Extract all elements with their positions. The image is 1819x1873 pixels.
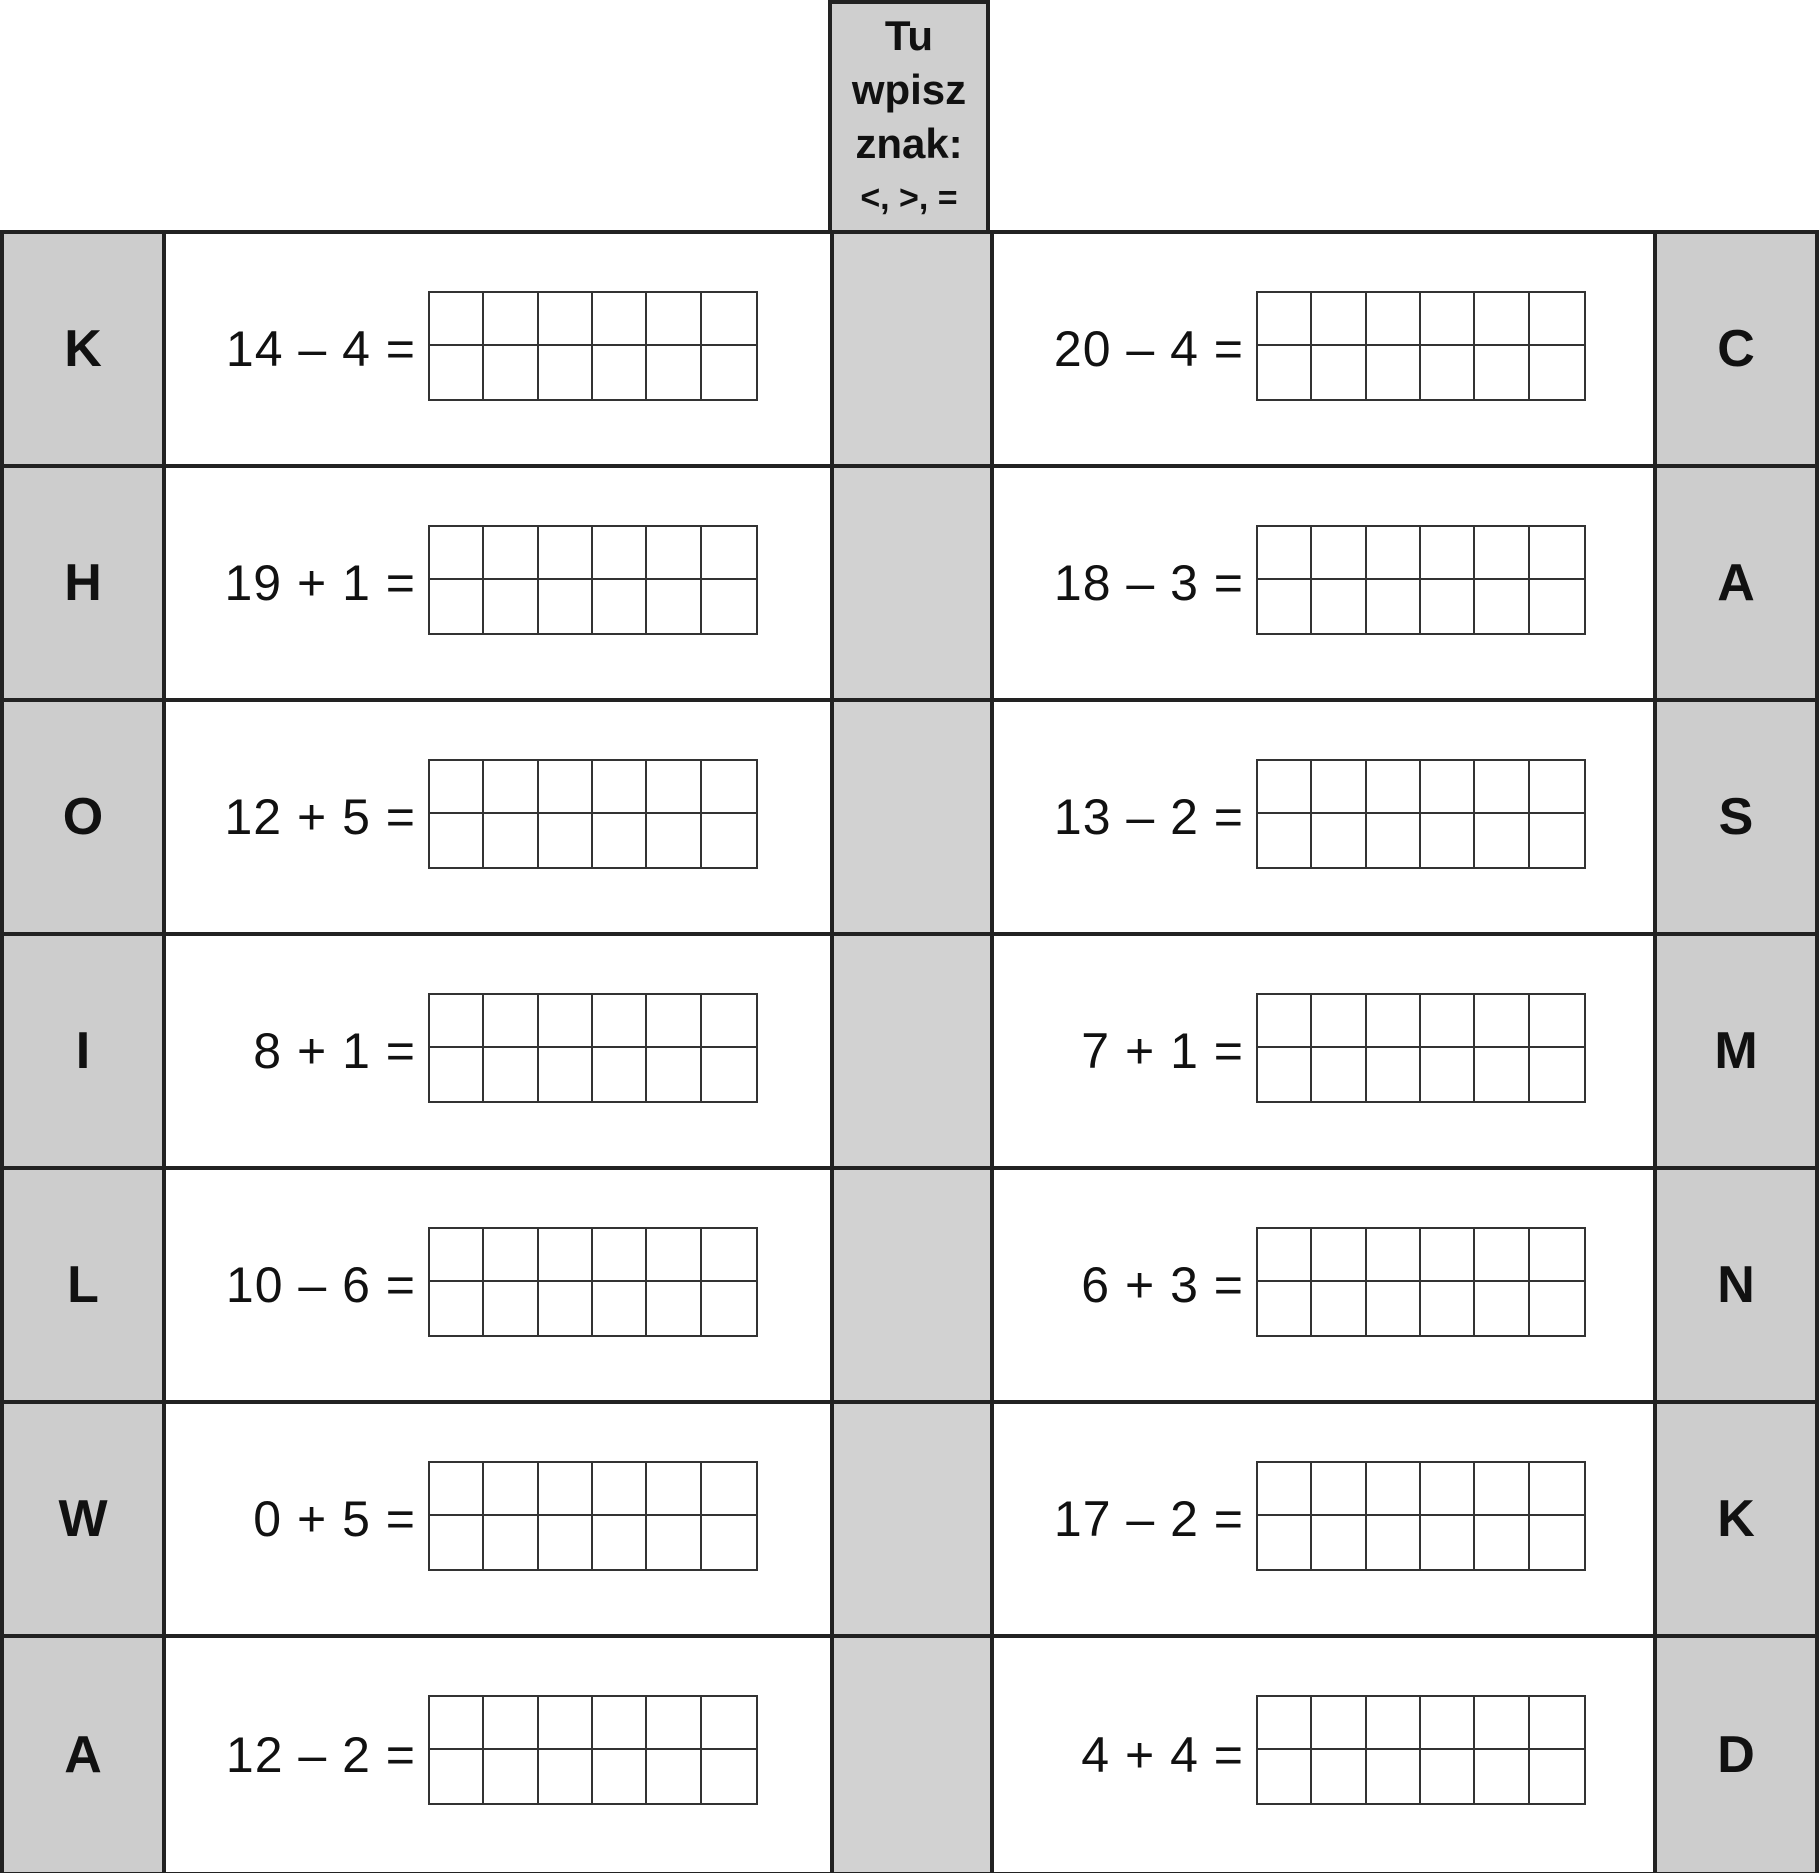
- grid-cell[interactable]: [647, 1048, 701, 1101]
- grid-cell[interactable]: [647, 1282, 701, 1335]
- right-expression: 18 – 3 =: [1053, 555, 1244, 611]
- grid-cell[interactable]: [702, 527, 756, 580]
- grid-cell[interactable]: [430, 1282, 484, 1335]
- grid-cell[interactable]: [1312, 1697, 1366, 1750]
- grid-cell[interactable]: [539, 1697, 593, 1750]
- grid-cell[interactable]: [1421, 1463, 1475, 1516]
- answer-grid[interactable]: [1256, 1461, 1586, 1571]
- answer-grid[interactable]: [428, 525, 758, 635]
- grid-cell[interactable]: [1475, 1697, 1529, 1750]
- grid-cell[interactable]: [1367, 1282, 1421, 1335]
- grid-cell[interactable]: [430, 814, 484, 867]
- right-expression: 20 – 4 =: [1053, 321, 1244, 377]
- right-equation: [994, 234, 1653, 464]
- answer-grid[interactable]: [428, 759, 758, 869]
- grid-cell[interactable]: [1530, 1463, 1584, 1516]
- grid-cell[interactable]: [647, 1750, 701, 1803]
- grid-cell[interactable]: [539, 1750, 593, 1803]
- grid-cell[interactable]: [593, 1697, 647, 1750]
- grid-cell[interactable]: [1367, 580, 1421, 633]
- grid-cell[interactable]: [647, 814, 701, 867]
- left-equation: [166, 468, 830, 698]
- grid-cell[interactable]: [593, 1229, 647, 1282]
- grid-cell[interactable]: [1421, 1516, 1475, 1569]
- answer-grid[interactable]: [1256, 525, 1586, 635]
- grid-cell[interactable]: [484, 580, 538, 633]
- table-row: [4, 1638, 1815, 1872]
- left-letter: H: [4, 468, 166, 698]
- grid-cell[interactable]: [593, 293, 647, 346]
- grid-cell[interactable]: [430, 761, 484, 814]
- left-equation: [166, 702, 830, 932]
- grid-cell[interactable]: [1312, 1282, 1366, 1335]
- grid-cell[interactable]: [1312, 1048, 1366, 1101]
- grid-cell[interactable]: [539, 527, 593, 580]
- grid-cell[interactable]: [484, 1750, 538, 1803]
- grid-cell[interactable]: [1475, 1048, 1529, 1101]
- grid-cell[interactable]: [484, 761, 538, 814]
- grid-cell[interactable]: [1367, 1463, 1421, 1516]
- grid-cell[interactable]: [484, 293, 538, 346]
- right-expression: 6 + 3 =: [1081, 1257, 1244, 1313]
- grid-cell[interactable]: [539, 1282, 593, 1335]
- grid-cell[interactable]: [1530, 346, 1584, 399]
- grid-cell[interactable]: [484, 1229, 538, 1282]
- grid-cell[interactable]: [1421, 1229, 1475, 1282]
- grid-cell[interactable]: [1312, 1463, 1366, 1516]
- answer-grid[interactable]: [428, 993, 758, 1103]
- grid-cell[interactable]: [1475, 1516, 1529, 1569]
- left-letter: A: [4, 1638, 166, 1872]
- grid-cell[interactable]: [1475, 293, 1529, 346]
- left-expression: 12 + 5 =: [224, 789, 416, 845]
- grid-cell[interactable]: [647, 1516, 701, 1569]
- grid-cell[interactable]: [484, 1048, 538, 1101]
- grid-cell[interactable]: [647, 527, 701, 580]
- grid-cell[interactable]: [430, 580, 484, 633]
- grid-cell[interactable]: [702, 761, 756, 814]
- grid-cell[interactable]: [593, 1282, 647, 1335]
- grid-cell[interactable]: [1258, 995, 1312, 1048]
- grid-cell[interactable]: [593, 995, 647, 1048]
- grid-cell[interactable]: [1475, 1750, 1529, 1803]
- sign-answer-cell[interactable]: [830, 1638, 994, 1872]
- answer-grid[interactable]: [1256, 759, 1586, 869]
- grid-cell[interactable]: [484, 1516, 538, 1569]
- grid-cell[interactable]: [1312, 761, 1366, 814]
- grid-cell[interactable]: [1421, 1750, 1475, 1803]
- grid-cell[interactable]: [593, 1516, 647, 1569]
- grid-cell[interactable]: [647, 580, 701, 633]
- grid-cell[interactable]: [1475, 1282, 1529, 1335]
- grid-cell[interactable]: [1421, 527, 1475, 580]
- grid-cell[interactable]: [539, 1229, 593, 1282]
- grid-cell[interactable]: [1530, 814, 1584, 867]
- right-letter: K: [1653, 1404, 1815, 1634]
- left-letter: O: [4, 702, 166, 932]
- grid-cell[interactable]: [539, 1048, 593, 1101]
- sign-column-header: [828, 0, 990, 230]
- grid-cell[interactable]: [1312, 527, 1366, 580]
- sign-answer-cell[interactable]: [830, 702, 994, 932]
- grid-cell[interactable]: [1367, 995, 1421, 1048]
- left-equation: [166, 234, 830, 464]
- grid-cell[interactable]: [484, 814, 538, 867]
- grid-cell[interactable]: [1367, 1516, 1421, 1569]
- grid-cell[interactable]: [1421, 1282, 1475, 1335]
- grid-cell[interactable]: [702, 1697, 756, 1750]
- grid-cell[interactable]: [430, 1750, 484, 1803]
- grid-cell[interactable]: [539, 580, 593, 633]
- left-expression: 14 – 4 =: [225, 321, 416, 377]
- grid-cell[interactable]: [539, 814, 593, 867]
- grid-cell[interactable]: [1312, 1229, 1366, 1282]
- grid-cell[interactable]: [1258, 1282, 1312, 1335]
- grid-cell[interactable]: [593, 580, 647, 633]
- grid-cell[interactable]: [1312, 346, 1366, 399]
- grid-cell[interactable]: [484, 1463, 538, 1516]
- grid-cell[interactable]: [1312, 814, 1366, 867]
- grid-cell[interactable]: [1258, 1697, 1312, 1750]
- grid-cell[interactable]: [1421, 580, 1475, 633]
- right-equation: [994, 936, 1653, 1166]
- table-row: [4, 1170, 1815, 1404]
- grid-cell[interactable]: [1475, 1463, 1529, 1516]
- header-line-2: wpisz: [851, 66, 967, 113]
- answer-grid[interactable]: [428, 291, 758, 401]
- header-signs: <, >, =: [860, 179, 958, 217]
- grid-cell[interactable]: [593, 814, 647, 867]
- grid-cell[interactable]: [593, 527, 647, 580]
- grid-cell[interactable]: [702, 1048, 756, 1101]
- grid-cell[interactable]: [430, 346, 484, 399]
- grid-cell[interactable]: [539, 761, 593, 814]
- grid-cell[interactable]: [1258, 1229, 1312, 1282]
- grid-cell[interactable]: [1312, 1516, 1366, 1569]
- grid-cell[interactable]: [539, 346, 593, 399]
- grid-cell[interactable]: [1258, 580, 1312, 633]
- grid-cell[interactable]: [1421, 293, 1475, 346]
- grid-cell[interactable]: [1312, 580, 1366, 633]
- grid-cell[interactable]: [1258, 293, 1312, 346]
- worksheet-table: [0, 230, 1819, 1873]
- grid-cell[interactable]: [702, 1463, 756, 1516]
- grid-cell[interactable]: [1367, 761, 1421, 814]
- grid-cell[interactable]: [430, 995, 484, 1048]
- left-expression: 10 – 6 =: [225, 1257, 416, 1313]
- grid-cell[interactable]: [1258, 346, 1312, 399]
- grid-cell[interactable]: [1530, 1697, 1584, 1750]
- answer-grid[interactable]: [1256, 291, 1586, 401]
- grid-cell[interactable]: [1421, 761, 1475, 814]
- right-letter: A: [1653, 468, 1815, 698]
- right-equation: [994, 1170, 1653, 1400]
- table-row: [4, 468, 1815, 702]
- grid-cell[interactable]: [1475, 346, 1529, 399]
- grid-cell[interactable]: [1475, 527, 1529, 580]
- grid-cell[interactable]: [430, 1463, 484, 1516]
- grid-cell[interactable]: [1530, 1229, 1584, 1282]
- left-equation: [166, 1638, 830, 1872]
- grid-cell[interactable]: [593, 761, 647, 814]
- grid-cell[interactable]: [647, 293, 701, 346]
- right-letter: S: [1653, 702, 1815, 932]
- grid-cell[interactable]: [430, 1516, 484, 1569]
- grid-cell[interactable]: [484, 1697, 538, 1750]
- grid-cell[interactable]: [1258, 1516, 1312, 1569]
- right-expression: 4 + 4 =: [1081, 1727, 1244, 1783]
- grid-cell[interactable]: [1258, 814, 1312, 867]
- right-letter: N: [1653, 1170, 1815, 1400]
- sign-answer-cell[interactable]: [830, 1170, 994, 1400]
- grid-cell[interactable]: [1530, 1750, 1584, 1803]
- answer-grid[interactable]: [428, 1461, 758, 1571]
- grid-cell[interactable]: [1312, 293, 1366, 346]
- grid-cell[interactable]: [593, 1750, 647, 1803]
- grid-cell[interactable]: [484, 1282, 538, 1335]
- grid-cell[interactable]: [1312, 995, 1366, 1048]
- grid-cell[interactable]: [1530, 527, 1584, 580]
- left-expression: 0 + 5 =: [253, 1491, 416, 1547]
- table-row: [4, 702, 1815, 936]
- grid-cell[interactable]: [702, 995, 756, 1048]
- grid-cell[interactable]: [593, 1463, 647, 1516]
- grid-cell[interactable]: [484, 346, 538, 399]
- grid-cell[interactable]: [702, 1282, 756, 1335]
- table-row: [4, 234, 1815, 468]
- grid-cell[interactable]: [430, 1048, 484, 1101]
- grid-cell[interactable]: [647, 346, 701, 399]
- grid-cell[interactable]: [430, 527, 484, 580]
- table-row: [4, 1404, 1815, 1638]
- right-expression: 13 – 2 =: [1053, 789, 1244, 845]
- grid-cell[interactable]: [1530, 293, 1584, 346]
- grid-cell[interactable]: [1312, 1750, 1366, 1803]
- grid-cell[interactable]: [539, 1463, 593, 1516]
- grid-cell[interactable]: [702, 1229, 756, 1282]
- right-letter: D: [1653, 1638, 1815, 1872]
- grid-cell[interactable]: [1530, 995, 1584, 1048]
- grid-cell[interactable]: [702, 814, 756, 867]
- grid-cell[interactable]: [1367, 293, 1421, 346]
- grid-cell[interactable]: [1258, 1463, 1312, 1516]
- grid-cell[interactable]: [1367, 1697, 1421, 1750]
- answer-grid[interactable]: [1256, 1695, 1586, 1805]
- grid-cell[interactable]: [1530, 1282, 1584, 1335]
- left-expression: 12 – 2 =: [225, 1727, 416, 1783]
- grid-cell[interactable]: [1475, 1229, 1529, 1282]
- grid-cell[interactable]: [539, 1516, 593, 1569]
- left-equation: [166, 936, 830, 1166]
- left-equation: [166, 1170, 830, 1400]
- grid-cell[interactable]: [1475, 580, 1529, 633]
- grid-cell[interactable]: [593, 1048, 647, 1101]
- grid-cell[interactable]: [1367, 527, 1421, 580]
- grid-cell[interactable]: [1530, 1048, 1584, 1101]
- right-expression: 17 – 2 =: [1053, 1491, 1244, 1547]
- grid-cell[interactable]: [1367, 346, 1421, 399]
- grid-cell[interactable]: [539, 293, 593, 346]
- grid-cell[interactable]: [430, 1229, 484, 1282]
- answer-grid[interactable]: [1256, 1227, 1586, 1337]
- grid-cell[interactable]: [1475, 814, 1529, 867]
- grid-cell[interactable]: [1475, 995, 1529, 1048]
- left-letter: L: [4, 1170, 166, 1400]
- sign-answer-cell[interactable]: [830, 936, 994, 1166]
- grid-cell[interactable]: [647, 1697, 701, 1750]
- answer-grid[interactable]: [1256, 993, 1586, 1103]
- grid-cell[interactable]: [484, 995, 538, 1048]
- left-expression: 8 + 1 =: [253, 1023, 416, 1079]
- grid-cell[interactable]: [1421, 1048, 1475, 1101]
- left-equation: [166, 1404, 830, 1634]
- right-equation: [994, 1404, 1653, 1634]
- sign-answer-cell[interactable]: [830, 234, 994, 464]
- grid-cell[interactable]: [1258, 1750, 1312, 1803]
- grid-cell[interactable]: [1258, 1048, 1312, 1101]
- right-letter: C: [1653, 234, 1815, 464]
- grid-cell[interactable]: [702, 1750, 756, 1803]
- right-equation: [994, 702, 1653, 932]
- grid-cell[interactable]: [702, 580, 756, 633]
- left-letter: I: [4, 936, 166, 1166]
- table-row: [4, 936, 1815, 1170]
- right-letter: M: [1653, 936, 1815, 1166]
- answer-grid[interactable]: [428, 1695, 758, 1805]
- grid-cell[interactable]: [430, 293, 484, 346]
- grid-cell[interactable]: [702, 1516, 756, 1569]
- grid-cell[interactable]: [1530, 761, 1584, 814]
- grid-cell[interactable]: [593, 346, 647, 399]
- grid-cell[interactable]: [430, 1697, 484, 1750]
- header-line-3: znak:: [855, 120, 963, 167]
- grid-cell[interactable]: [1258, 761, 1312, 814]
- left-expression: 19 + 1 =: [224, 555, 416, 611]
- grid-cell[interactable]: [1421, 346, 1475, 399]
- grid-cell[interactable]: [1367, 1048, 1421, 1101]
- grid-cell[interactable]: [1258, 527, 1312, 580]
- grid-cell[interactable]: [539, 995, 593, 1048]
- grid-cell[interactable]: [1475, 761, 1529, 814]
- grid-cell[interactable]: [702, 346, 756, 399]
- grid-cell[interactable]: [1421, 995, 1475, 1048]
- grid-cell[interactable]: [647, 1463, 701, 1516]
- sign-answer-cell[interactable]: [830, 468, 994, 698]
- grid-cell[interactable]: [647, 1229, 701, 1282]
- grid-cell[interactable]: [1367, 1229, 1421, 1282]
- grid-cell[interactable]: [1530, 580, 1584, 633]
- grid-cell[interactable]: [647, 761, 701, 814]
- right-equation: [994, 1638, 1653, 1872]
- grid-cell[interactable]: [1367, 1750, 1421, 1803]
- header-line-1: Tu: [884, 12, 934, 59]
- answer-grid[interactable]: [428, 1227, 758, 1337]
- grid-cell[interactable]: [1421, 1697, 1475, 1750]
- right-equation: [994, 468, 1653, 698]
- grid-cell[interactable]: [484, 527, 538, 580]
- right-expression: 7 + 1 =: [1081, 1023, 1244, 1079]
- grid-cell[interactable]: [702, 293, 756, 346]
- grid-cell[interactable]: [1530, 1516, 1584, 1569]
- grid-cell[interactable]: [647, 995, 701, 1048]
- sign-answer-cell[interactable]: [830, 1404, 994, 1634]
- left-letter: K: [4, 234, 166, 464]
- grid-cell[interactable]: [1421, 814, 1475, 867]
- grid-cell[interactable]: [1367, 814, 1421, 867]
- left-letter: W: [4, 1404, 166, 1634]
